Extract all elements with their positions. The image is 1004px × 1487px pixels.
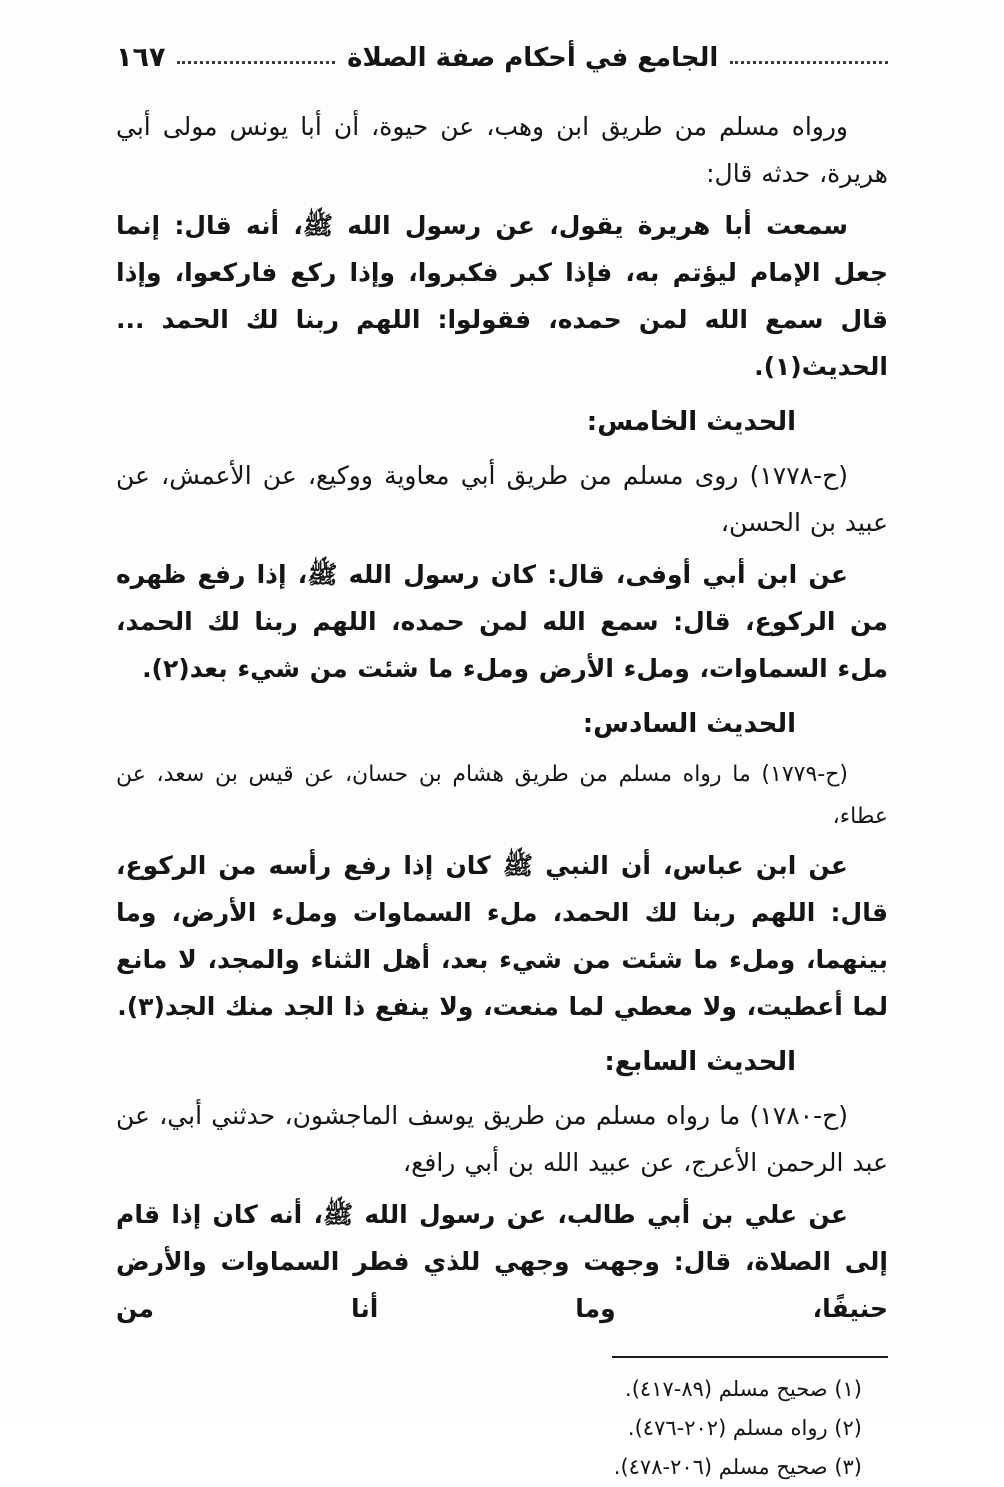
hadith-text-paragraph: عن ابن عباس، أن النبي ﷺ كان إذا رفع رأسه من الركوع، قال: اللهم ربنا لك الحمد، ملء السماوات وملء الأرض، وما بينهما، وملء ما شئت من شيء بعد، أهل الثناء والمجد، لا مانع لما أعطيت، ولا معطي لما منعت، ولا ينفع ذا الجد منك الجد(٣). [116, 850, 888, 1021]
narration-paragraph: (ح-١٧٧٨) روى مسلم من طريق أبي معاوية ووكيع، عن الأعمش، عن عبيد بن الحسن، [116, 461, 888, 538]
page-header [116, 42, 888, 73]
hadith-heading-seventh: الحديث السابع: [604, 1046, 796, 1077]
footnote-separator-rule [612, 1356, 888, 1358]
book-title: الجامع في أحكام صفة الصلاة [347, 42, 719, 73]
hadith-text-paragraph: سمعت أبا هريرة يقول، عن رسول الله ﷺ، أنه قال: إنما جعل الإمام ليؤتم به، فإذا كبر فكبروا، وإذا ركع فاركعوا، وإذا قال سمع الله لمن حمده، فقولوا: اللهم ربنا لك الحمد ... الحديث(١). [116, 211, 888, 381]
footnotes-section [116, 1356, 888, 1487]
page-number: ١٦٧ [116, 42, 166, 73]
hadith-text-paragraph: عن ابن أبي أوفى، قال: كان رسول الله ﷺ، إذا رفع ظهره من الركوع، قال: سمع الله لمن حمده، اللهم ربنا لك الحمد، ملء السماوات، وملء الأرض وملء ما شئت من شيء بعد(٢). [116, 560, 888, 684]
header-dotted-rule-right [730, 51, 888, 64]
header-dotted-rule-left [177, 51, 335, 64]
narration-paragraph: (ح-١٧٨٠) ما رواه مسلم من طريق يوسف الماجشون، حدثني أبي، عن عبد الرحمن الأعرج، عن عبيد الله بن أبي رافع، [116, 1101, 888, 1177]
footnote: (٣) صحيح مسلم (٢٠٦-٤٧٨). [613, 1454, 862, 1479]
page-body [116, 103, 888, 1332]
hadith-heading-fifth: الحديث الخامس: [586, 407, 796, 437]
footnote: (٢) رواه مسلم (٢٠٢-٤٧٦). [627, 1415, 862, 1440]
footnote: (١) صحيح مسلم (٨٩-٤١٧). [625, 1377, 862, 1401]
hadith-heading-sixth: الحديث السادس: [582, 709, 796, 740]
hadith-text-paragraph: عن علي بن أبي طالب، عن رسول الله ﷺ، أنه كان إذا قام إلى الصلاة، قال: وجهت وجهي للذي فطر السماوات والأرض حنيفًا، وما أنا من [116, 1200, 888, 1323]
narration-paragraph: (ح-١٧٧٩) ما رواه مسلم من طريق هشام بن حسان، عن قيس بن سعد، عن عطاء، [116, 762, 888, 829]
narration-paragraph: ورواه مسلم من طريق ابن وهب، عن حيوة، أن أبا يونس مولى أبي هريرة، حدثه قال: [116, 112, 888, 188]
